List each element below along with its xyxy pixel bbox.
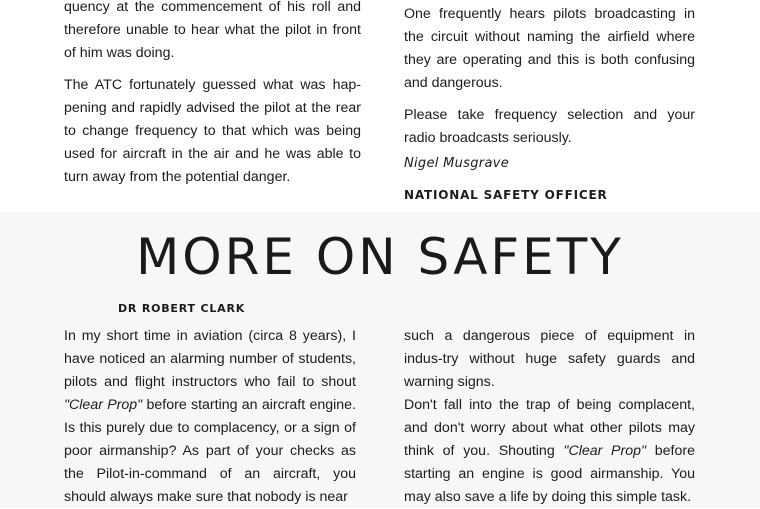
top-right-paragraph-2: Please take frequency selection and your radio broadcasts seriously.	[404, 107, 695, 146]
article-headline: MORE ON SAFETY	[136, 228, 624, 286]
article-byline: DR ROBERT CLARK	[118, 302, 246, 315]
author-signature: Nigel Musgrave	[404, 156, 510, 171]
top-left-column	[64, 0, 361, 189]
article-left-column	[64, 325, 356, 509]
author-title: NATIONAL SAFETY OFFICER	[404, 188, 608, 202]
clear-prop-phrase-2: "Clear Prop"	[563, 443, 647, 459]
article-right-paragraph-2	[404, 394, 695, 509]
article-right-text-2: before starting an engine is good airmanship. You may also save a life by doing this simple task.	[404, 443, 696, 505]
top-left-paragraph-2: The ATC fortunately guessed what was hap-pening and rapidly advised the pilot at the rear to change frequency to that which was being used for aircraft in the air and he was able to turn away from the potential danger.	[64, 77, 361, 185]
article-left-text-1: In my short time in aviation (circa 8 years), I have noticed an alarming number of students, pilots and flight instructors who fail to shout	[64, 328, 356, 390]
top-left-paragraph-1: quency at the commencement of his roll and therefore unable to hear what the pilot in front of him was doing.	[64, 0, 361, 61]
article-left-text-2: before starting an aircraft engine. Is this purely due to complacency, or a sign of poor airmanship? As part of your checks as the Pilot-in-command of an aircraft, you should always make sure that nobody is near	[64, 397, 356, 505]
top-right-paragraph-1: One frequently hears pilots broadcasting in the circuit without naming the airfield where they are operating and this is both confusing and dangerous.	[404, 6, 695, 91]
article-right-text-1: Don't fall into the trap of being complacent, and don't worry about what other pilots may think of you. Shouting	[404, 397, 695, 459]
article-right-paragraph-1: such a dangerous piece of equipment in indus-try without huge safety guards and warning signs.	[404, 328, 695, 390]
top-right-column	[404, 3, 695, 150]
article-left-paragraph	[64, 325, 356, 509]
clear-prop-phrase: "Clear Prop"	[64, 397, 143, 413]
article-right-column	[404, 325, 695, 509]
